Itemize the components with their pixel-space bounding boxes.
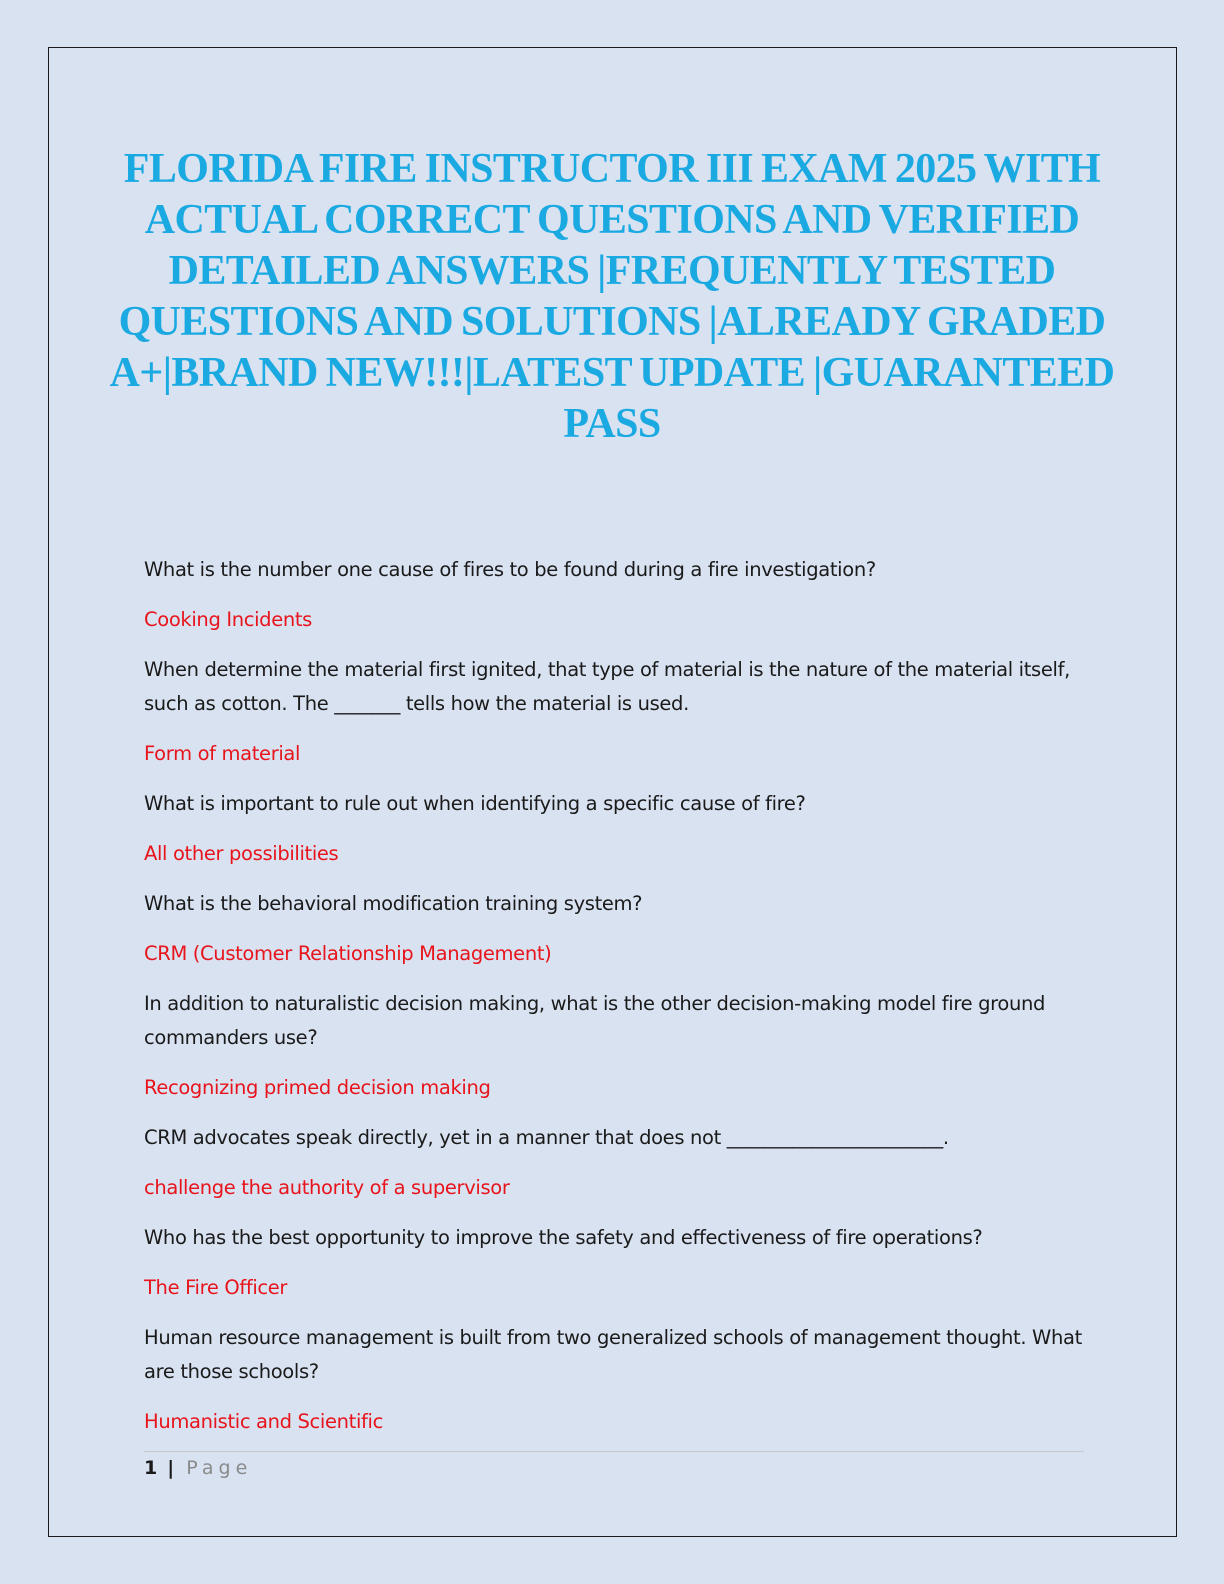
question-7: Who has the best opportunity to improve the safety and effectiveness of fire operations? <box>144 1226 983 1249</box>
question-8: Human resource management is built from two generalized schools of management thought. What are those schools? <box>144 1326 1082 1383</box>
answer-4: CRM (Customer Relationship Management) <box>144 942 552 965</box>
page-footer <box>144 1455 252 1481</box>
answer-2: Form of material <box>144 742 301 765</box>
page-number: 1 <box>144 1457 158 1479</box>
footer-divider <box>144 1451 1084 1452</box>
page-separator: | <box>167 1457 175 1479</box>
answer-8: Humanistic and Scientific <box>144 1410 383 1433</box>
answer-5: Recognizing primed decision making <box>144 1076 491 1099</box>
qa-list <box>144 553 1094 1455</box>
page-label: Page <box>186 1457 253 1479</box>
question-5: In addition to naturalistic decision making, what is the other decision-making model fire ground commanders use? <box>144 992 1045 1049</box>
question-4: What is the behavioral modification training system? <box>144 892 643 915</box>
answer-3: All other possibilities <box>144 842 339 865</box>
question-6: CRM advocates speak directly, yet in a manner that does not _______________________. <box>144 1126 949 1149</box>
question-3: What is important to rule out when identifying a specific cause of fire? <box>144 792 806 815</box>
answer-1: Cooking Incidents <box>144 608 312 631</box>
answer-7: The Fire Officer <box>144 1276 288 1299</box>
question-2: When determine the material first ignited, that type of material is the nature of the material itself, such as cotton. The _______ tells how the material is used. <box>144 658 1070 715</box>
question-1: What is the number one cause of fires to be found during a fire investigation? <box>144 558 876 581</box>
answer-6: challenge the authority of a supervisor <box>144 1176 510 1199</box>
document-title: FLORIDA FIRE INSTRUCTOR III EXAM 2025 WITH ACTUAL CORRECT QUESTIONS AND VERIFIED DETAILED ANSWERS |FREQUENTLY TESTED QUESTIONS AND SOLUTIONS |ALREADY GRADED A+|BRAND NEW!!!|LATEST UPDATE |GUARANTEED PASS <box>109 146 1115 447</box>
